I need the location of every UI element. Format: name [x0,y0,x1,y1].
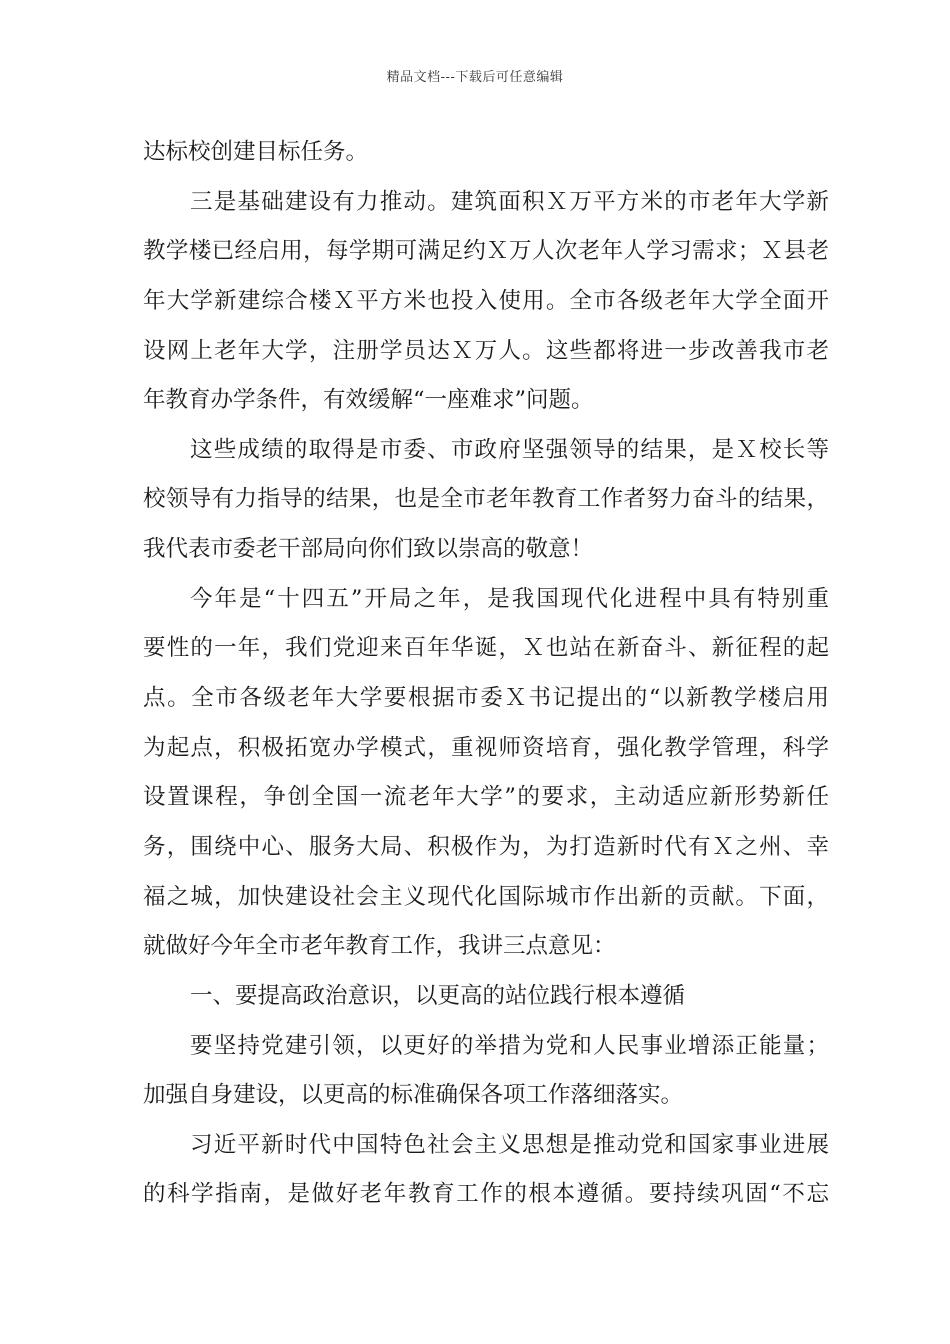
text-line: 要坚持党建引领，以更好的举措为党和人民事业增添正能量； [190,1032,829,1059]
text-line: 年教育办学条件，有效缓解“一座难求”问题。 [143,387,594,414]
text-line: 务，围绕中心、服务大局、积极作为，为打造新时代有Ｘ之州、幸 [143,833,829,860]
text-line: 为起点，积极拓宽办学模式，重视师资培育，强化教学管理，科学 [143,734,829,761]
text-line: 我代表市委老干部局向你们致以崇高的敬意！ [143,536,594,563]
text-line: 设置课程，争创全国一流老年大学”的要求，主动适应新形势新任 [143,784,829,811]
page-header: 精品文档---下载后可任意编辑 [386,70,564,85]
text-line: 福之城，加快建设社会主义现代化国际城市作出新的贡献。下面， [143,883,829,910]
text-line: 习近平新时代中国特色社会主义思想是推动党和国家事业进展 [190,1131,829,1158]
text-line: 校领导有力指导的结果，也是全市老年教育工作者努力奋斗的结果， [143,486,829,513]
text-line: 这些成绩的取得是市委、市政府坚强领导的结果，是Ｘ校长等 [190,436,829,463]
text-line: 三是基础建设有力推动。建筑面积Ｘ万平方米的市老年大学新 [190,188,829,215]
text-line: 教学楼已经启用，每学期可满足约Ｘ万人次老年人学习需求；Ｘ县老 [143,238,829,265]
document-body [143,128,829,1220]
text-line: 加强自身建设，以更高的标准确保各项工作落细落实。 [143,1082,684,1109]
text-line: 要性的一年，我们党迎来百年华诞，Ｘ也站在新奋斗、新征程的起 [143,635,829,662]
text-line: 今年是“十四五”开局之年，是我国现代化进程中具有特别重 [190,585,829,612]
text-line: 设网上老年大学，注册学员达Ｘ万人。这些都将进一步改善我市老 [143,337,829,364]
text-line: 点。全市各级老年大学要根据市委Ｘ书记提出的“以新教学楼启用 [143,685,829,712]
section-heading: 一、要提高政治意识，以更高的站位践行根本遵循 [190,982,686,1009]
text-line: 就做好今年全市老年教育工作，我讲三点意见： [143,933,616,960]
text-line: 年大学新建综合楼Ｘ平方米也投入使用。全市各级老年大学全面开 [143,287,829,314]
text-line: 的科学指南，是做好老年教育工作的根本遵循。要持续巩固“不忘 [143,1181,829,1208]
text-line: 达标校创建目标任务。 [143,139,369,165]
